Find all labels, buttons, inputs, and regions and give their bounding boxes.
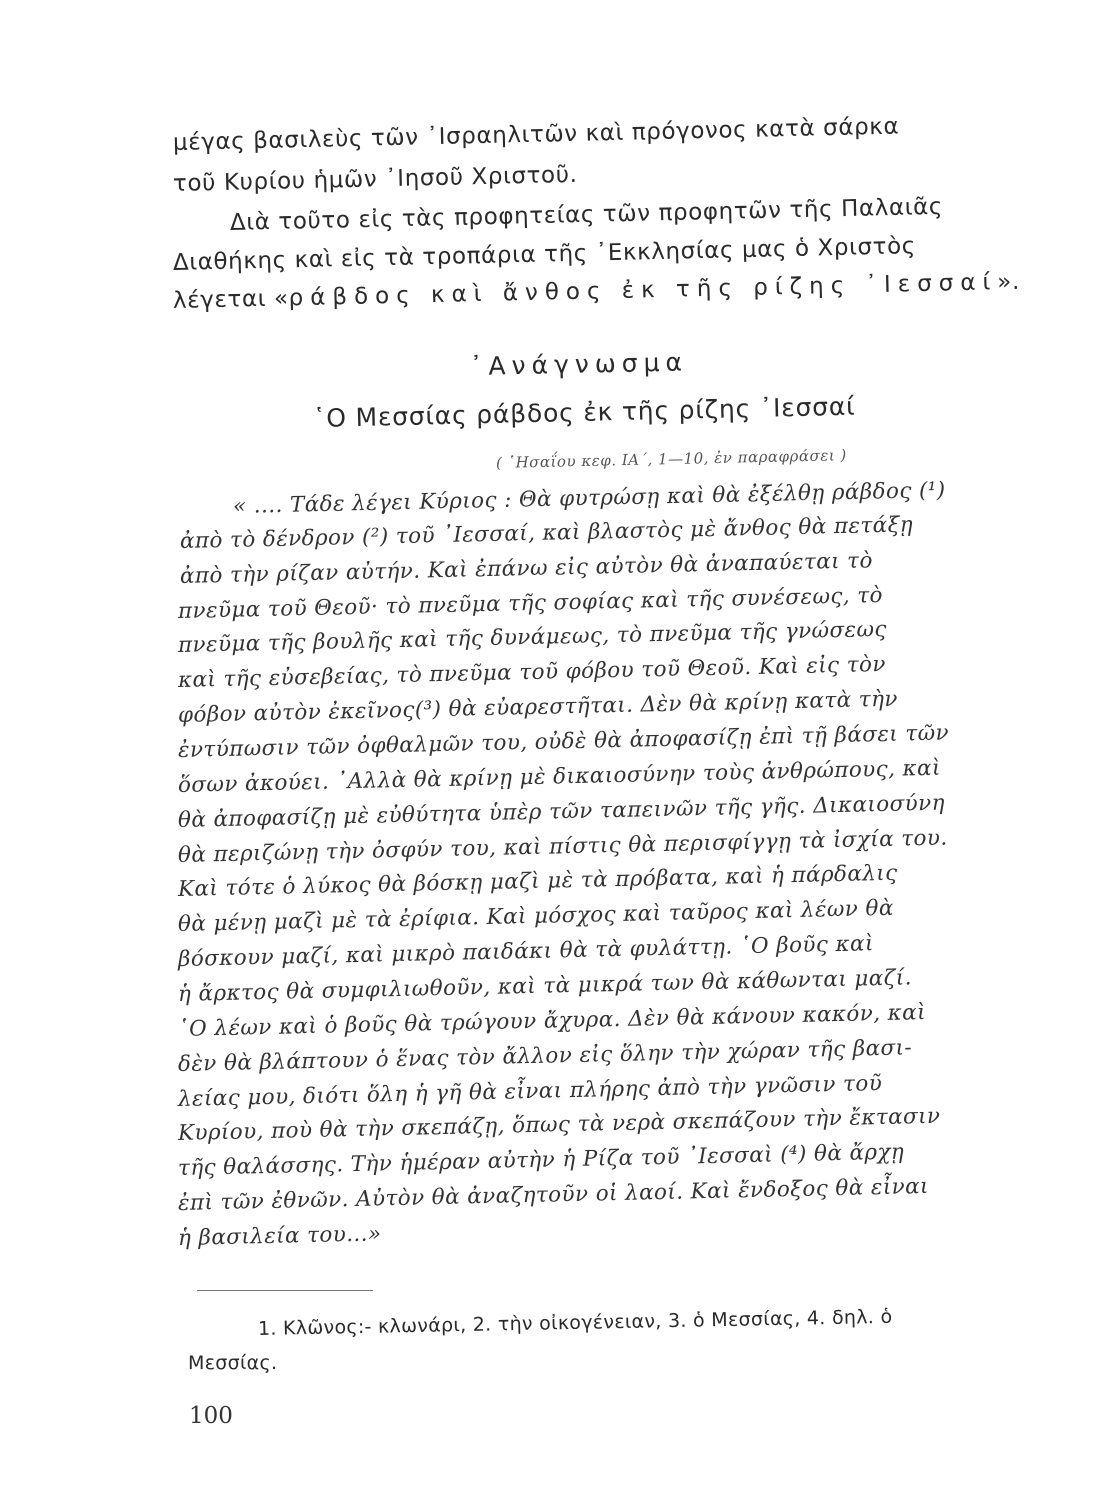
reading-reference: ( ῾Ησαΐου κεφ. ΙΑ΄, 1—10, ἐν παραφράσει ) [495, 446, 847, 472]
reading-line-6: καὶ τῆς εὐσεβείας, τὸ πνεῦμα τοῦ φόβου τοῦ Θεοῦ. Καὶ εἰς τὸν [177, 652, 887, 694]
reading-line-8: ἐντύπωσιν τῶν ὀφθαλμῶν του, οὐδὲ θὰ ἀποφασίζῃ ἐπὶ τῇ βάσει τῶν [177, 720, 950, 763]
reading-line-19: Κυρίου, ποὺ θὰ τὴν σκεπάζῃ, ὅπως τὰ νερὰ σκεπάζουν τὴν ἔκτασιν [177, 1104, 941, 1147]
intro-line-2: τοῦ Κυρίου ἡμῶν ᾿Ιησοῦ Χριστοῦ. [172, 161, 578, 197]
intro-line-3: Διὰ τοῦτο εἰς τὰς προφητείας τῶν προφητῶν τῆς Παλαιᾶς [229, 193, 944, 236]
reading-line-20: τῆς θαλάσσης. Τὴν ἡμέραν αὐτὴν ἡ Ρίζα τοῦ ᾿Ιεσσαὶ (⁴) θὰ ἄρχῃ [177, 1139, 905, 1182]
reading-line-14: βόσκουν μαζί, καὶ μικρὸ παιδάκι θὰ τὰ φυλάττῃ. ῾Ο βοῦς καὶ [177, 931, 875, 973]
intro-line-5-suffix: ». [996, 268, 1021, 296]
reading-line-16: ῾Ο λέων καὶ ὁ βοῦς θὰ τρώγουν ἄχυρα. Δὲν θὰ κάνουν κακόν, καὶ [177, 999, 927, 1042]
reading-line-18: λείας μου, διότι ὅλη ἡ γῆ θὰ εἶναι πλήρης ἀπὸ τὴν γνῶσιν τοῦ [177, 1070, 883, 1112]
reading-line-4: πνεῦμα τοῦ Θεοῦ· τὸ πνεῦμα τῆς σοφίας καὶ τῆς συνέσεως, τὸ [177, 582, 884, 624]
reading-line-22-visible: ἡ βασιλεία του...» [177, 1221, 382, 1251]
reading-line-3: ἀπὸ τὴν ρίζαν αὐτήν. Καὶ ἐπάνω εἰς αὐτὸν θὰ ἀναπαύεται τὸ [179, 547, 874, 589]
reading-line-21: ἐπὶ τῶν ἐθνῶν. Αὐτὸν θὰ ἀναζητοῦν οἱ λαοί. Καὶ ἔνδοξος θὰ εἶναι [177, 1174, 930, 1217]
reading-line-12: Καὶ τότε ὁ λύκος θὰ βόσκῃ μαζὶ μὲ τὰ πρόβατα, καὶ ἡ πάρδαλις [177, 861, 898, 903]
reading-line-1: « .... Τάδε λέγει Κύριος : Θὰ φυτρώσῃ καὶ θὰ ἐξέλθῃ ράβδος (¹) [232, 477, 946, 519]
footnote-line-1: 1. Κλῶνος:- κλωνάρι, 2. τὴν οἰκογένειαν, 3. ὁ Μεσσίας, 4. δηλ. ὁ [257, 1305, 893, 1340]
footnote-line-2: Μεσσίας. [188, 1352, 278, 1374]
reading-line-9: ὅσων ἀκούει. ᾿Αλλὰ θὰ κρίνῃ μὲ δικαιοσύνην τοὺς ἀνθρώπους, καὶ [177, 755, 942, 798]
intro-line-5 [173, 269, 1020, 314]
page-number: 100 [189, 1403, 233, 1429]
intro-line-4: Διαθήκης καὶ εἰς τὰ τροπάρια τῆς ᾿Εκκλησίας μας ὁ Χριστὸς [172, 233, 917, 276]
reading-line-2: ἀπὸ τὸ δένδρον (²) τοῦ ᾿Ιεσσαί, καὶ βλαστὸς μὲ ἄνθος θὰ πετάξῃ [179, 512, 914, 554]
intro-spaced-phrase: ράβδος καὶ ἄνθος ἐκ τῆς ρίζης ᾿Ιεσσαί [288, 269, 998, 312]
reading-line-7: φόβον αὐτὸν ἐκεῖνος(³) θὰ εὐαρεστῆται. Δὲν θὰ κρίνῃ κατὰ τὴν [177, 686, 899, 729]
intro-line-1: μέγας βασιλεὺς τῶν ᾿Ισραηλιτῶν καὶ πρόγονος κατὰ σάρκα [172, 113, 900, 156]
intro-line-5-prefix: λέγεται « [172, 285, 289, 314]
reading-label: ᾿Ανάγνωσμα [469, 347, 689, 381]
reading-line-10: θὰ ἀποφασίζῃ μὲ εὐθύτητα ὑπὲρ τῶν ταπεινῶν τῆς γῆς. Δικαιοσύνη [177, 790, 946, 833]
footnote-rule [197, 1290, 373, 1291]
reading-line-5: πνεῦμα τῆς βουλῆς καὶ τῆς δυνάμεως, τὸ πνεῦμα τῆς γνώσεως [177, 617, 888, 659]
reading-line-11: θὰ περιζώνῃ τὴν ὀσφύν του, καὶ πίστις θὰ περισφίγγῃ τὰ ἰσχία του. [177, 825, 948, 868]
reading-title: ῾Ο Μεσσίας ράβδος ἐκ τῆς ρίζης ᾿Ιεσσαί [312, 391, 856, 433]
reading-line-15: ἡ ἄρκτος θὰ συμφιλιωθοῦν, καὶ τὰ μικρά των θὰ κάθωνται μαζί. [177, 965, 913, 1007]
reading-line-17: δὲν θὰ βλάπτουν ὁ ἕνας τὸν ἄλλον εἰς ὅλην τὴν χώραν τῆς βασι- [177, 1035, 913, 1077]
reading-line-13: θὰ μένῃ μαζὶ μὲ τὰ ἐρίφια. Καὶ μόσχος καὶ ταῦρος καὶ λέων θὰ [177, 896, 895, 938]
